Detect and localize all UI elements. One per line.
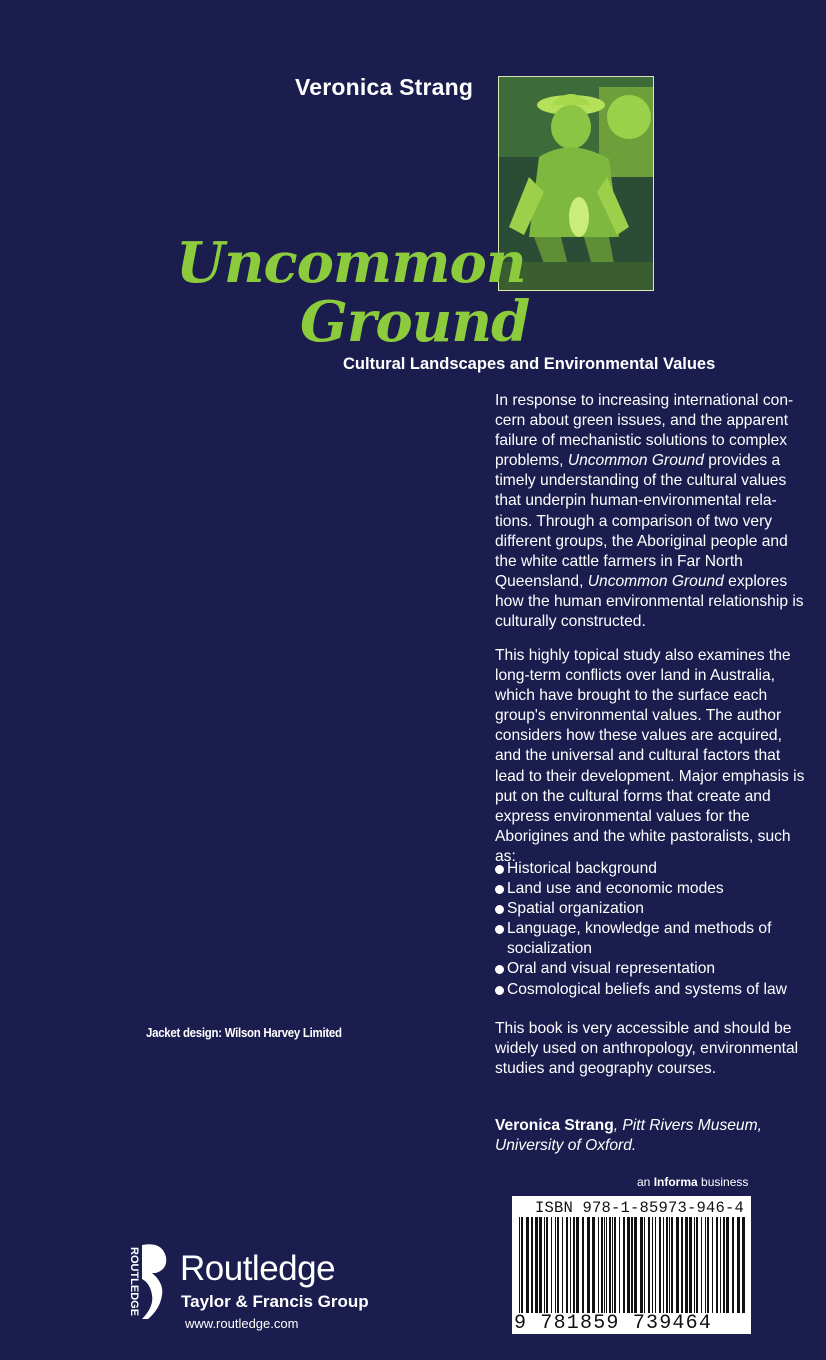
barcode-bar <box>659 1217 661 1313</box>
list-item: Cosmological beliefs and systems of law <box>495 980 807 1000</box>
logo-vertical-text: ROUTLEDGE <box>128 1247 140 1317</box>
barcode-bar <box>701 1217 702 1313</box>
barcode-bar <box>723 1217 725 1313</box>
para2-text: This highly topical study also examines the long-term conflicts over land in Australia, which have brought to the surface each group's environmental values. The author considers how these values are acquired, and the universal and cultural factors that lead to their development. Major emphasis is put on the cultural forms that create and express environmental values for the Aborigines and the white pastoralists, such as: <box>495 647 805 865</box>
barcode-bar <box>573 1217 575 1313</box>
barcode-bar <box>716 1217 718 1313</box>
credit-affiliation: , Pitt Rivers Museum, University of Oxford. <box>495 1117 762 1155</box>
barcode-bar <box>737 1217 740 1313</box>
para3-text: This book is very accessible and should be widely used on anthropology, environmental studies and geography courses. <box>495 1020 799 1078</box>
barcode-bar <box>592 1217 595 1313</box>
barcode-bar <box>555 1217 556 1313</box>
barcode-bar <box>671 1217 673 1313</box>
barcode-bar <box>535 1217 538 1313</box>
barcode-bar <box>732 1217 734 1313</box>
barcode-bar <box>720 1217 721 1313</box>
barcode-bar <box>634 1217 637 1313</box>
para1-text-a: In response to increasing international con-cern about green issues, and the apparent failure of mechanistic solutions to complex problems, <box>495 392 794 470</box>
barcode-bar <box>612 1217 613 1313</box>
barcode-bar <box>551 1217 552 1313</box>
publisher-url[interactable]: www.routledge.com <box>185 1316 299 1331</box>
barcode-bar <box>587 1217 590 1313</box>
barcode-bar <box>669 1217 670 1313</box>
para1-text-c: explores how the human environmental relationship is culturally constructed. <box>495 572 804 631</box>
barcode-bar <box>614 1217 616 1313</box>
isbn-label: ISBN 978-1-85973-946-4 <box>535 1199 745 1217</box>
barcode-bar <box>604 1217 605 1313</box>
blurb-paragraph-2 <box>495 646 807 867</box>
barcode-bar <box>644 1217 645 1313</box>
informa-prefix: an <box>637 1175 654 1189</box>
list-item: Language, knowledge and methods of socialization <box>495 919 807 959</box>
routledge-logo-icon <box>118 1243 174 1321</box>
title-line-2: Ground <box>300 289 530 355</box>
barcode-bar <box>631 1217 633 1313</box>
list-item: Historical background <box>495 859 807 879</box>
barcode-bar <box>557 1217 559 1313</box>
barcode-bar <box>576 1217 579 1313</box>
jacket-design-credit: Jacket design: Wilson Harvey Limited <box>146 1025 342 1040</box>
barcode-bar <box>689 1217 692 1313</box>
barcode-bar <box>694 1217 695 1313</box>
barcode-bar <box>598 1217 599 1313</box>
barcode-bar <box>676 1217 679 1313</box>
barcode-bar <box>623 1217 625 1313</box>
para1-title-ref-1: Uncommon Ground <box>567 452 704 470</box>
list-item: Oral and visual representation <box>495 959 807 979</box>
barcode-bar <box>726 1217 729 1313</box>
barcode-bar <box>640 1217 643 1313</box>
barcode-bar <box>566 1217 568 1313</box>
barcode-bars <box>519 1217 745 1313</box>
barcode-bar <box>681 1217 683 1313</box>
author-credit <box>495 1116 807 1156</box>
credit-name: Veronica Strang <box>495 1117 614 1134</box>
barcode-bar <box>562 1217 563 1313</box>
ean-number: 9 781859 739464 <box>514 1312 713 1335</box>
barcode-bar <box>663 1217 664 1313</box>
barcode-bar <box>705 1217 706 1313</box>
barcode-bar <box>666 1217 668 1313</box>
blurb-paragraph-1 <box>495 391 807 632</box>
barcode-bar <box>531 1217 533 1313</box>
barcode-bar <box>570 1217 571 1313</box>
blurb-paragraph-3 <box>495 1019 807 1079</box>
informa-brand: Informa <box>653 1175 698 1189</box>
para1-title-ref-2: Uncommon Ground <box>587 572 724 590</box>
barcode-bar <box>712 1217 713 1313</box>
title-line-1: Uncommon <box>176 230 526 296</box>
barcode-bar <box>652 1217 653 1313</box>
informa-suffix: business <box>697 1175 749 1189</box>
barcode-bar <box>619 1217 620 1313</box>
barcode-bar <box>519 1217 520 1313</box>
barcode-bar <box>544 1217 545 1313</box>
barcode-bar <box>742 1217 745 1313</box>
list-item: Land use and economic modes <box>495 879 807 899</box>
barcode-bar <box>685 1217 688 1313</box>
subtitle: Cultural Landscapes and Environmental Values <box>343 355 716 373</box>
barcode-bar <box>539 1217 542 1313</box>
barcode-bar <box>521 1217 523 1313</box>
barcode-bar <box>526 1217 529 1313</box>
barcode-bar <box>601 1217 603 1313</box>
para1-text-b: provides a timely understanding of the cultural values that underpin human-environmental rela-tions. Through a comparison of two very different groups, the Aboriginal people and the white cattle farmers in Far North Queensland, <box>495 452 788 590</box>
barcode-bar <box>606 1217 607 1313</box>
barcode-bar <box>582 1217 584 1313</box>
barcode-bar <box>648 1217 650 1313</box>
publisher-group: Taylor & Francis Group <box>181 1292 369 1311</box>
topic-list <box>495 859 807 1000</box>
informa-line <box>637 1175 748 1189</box>
barcode-bar <box>609 1217 611 1313</box>
publisher-name: Routledge <box>180 1249 336 1288</box>
barcode-bar <box>627 1217 630 1313</box>
list-item: Spatial organization <box>495 899 807 919</box>
barcode-bar <box>546 1217 548 1313</box>
barcode-bar <box>655 1217 656 1313</box>
barcode-bar <box>707 1217 709 1313</box>
barcode-bar <box>696 1217 698 1313</box>
author-name: Veronica Strang <box>295 74 474 100</box>
